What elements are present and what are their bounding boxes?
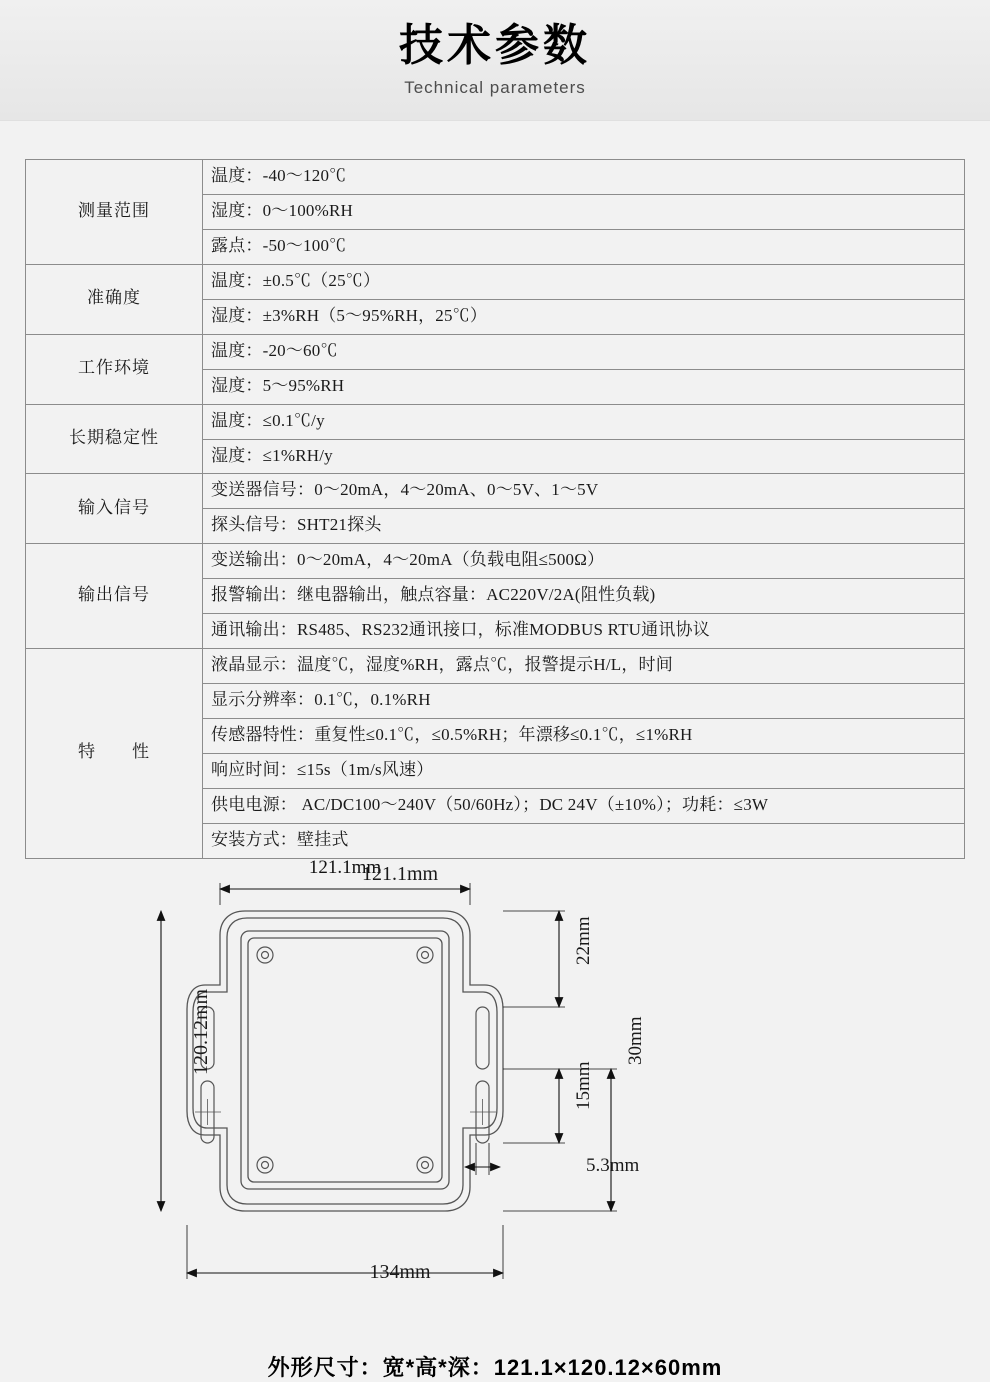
table-row [26,264,965,299]
dim-right-22-label: 22mm [573,916,594,965]
spec-value: 通讯输出：RS485、RS232通讯接口，标准MODBUS RTU通讯协议 [203,614,965,649]
spec-value: 温度：±0.5℃（25℃） [203,264,965,299]
spec-table-wrapper [25,159,965,859]
spec-label: 长期稳定性 [26,404,203,474]
spec-label: 输出信号 [26,544,203,649]
table-row [26,649,965,684]
spec-value: 传感器特性：重复性≤0.1℃，≤0.5%RH；年漂移≤0.1℃，≤1%RH [203,719,965,754]
table-row [26,404,965,439]
spec-label: 特 性 [26,649,203,859]
overall-size-note: 外形尺寸：宽*高*深：121.1×120.12×60mm [267,1354,723,1380]
spec-value: 探头信号：SHT21探头 [203,509,965,544]
dim-slot-width-label: 5.3mm [586,1154,640,1176]
spec-value: 响应时间：≤15s（1m/s风速） [203,753,965,788]
witness-lines [187,883,617,1279]
spec-label: 工作环境 [26,334,203,404]
table-row [26,334,965,369]
spec-value: 液晶显示：温度℃，湿度%RH，露点℃，报警提示H/L，时间 [203,649,965,684]
spec-value: 变送输出：0～20mA，4～20mA（负载电阻≤500Ω） [203,544,965,579]
spec-value: 温度：-40～120℃ [203,160,965,195]
spec-value: 安装方式：壁挂式 [203,823,965,858]
spec-label: 测量范围 [26,160,203,265]
spec-value: 温度：≤0.1℃/y [203,404,965,439]
table-row [26,160,965,195]
table-row [26,544,965,579]
dim-bottom-label: 134mm [369,1260,431,1283]
dim-right-15-label: 15mm [573,1061,594,1110]
spec-value: 露点：-50～100℃ [203,229,965,264]
spec-value: 变送器信号：0～20mA，4～20mA、0～5V、1～5V [203,474,965,509]
spec-value: 供电电源： AC/DC100～240V（50/60Hz）；DC 24V（±10%）；功耗：≤3W [203,788,965,823]
dimension-lines [161,889,611,1273]
centre-marks [195,1099,496,1125]
spec-label: 准确度 [26,264,203,334]
spec-value: 湿度：0～100%RH [203,194,965,229]
table-row [26,474,965,509]
dimension-drawing [0,856,990,1345]
spec-value: 湿度：±3%RH（5～95%RH，25℃） [203,299,965,334]
spec-value: 温度：-20～60℃ [203,334,965,369]
dim-right-30-label: 30mm [625,1016,646,1065]
spec-value: 湿度：≤1%RH/y [203,439,965,474]
spec-value: 报警输出：继电器输出，触点容量：AC220V/2A(阻性负载) [203,579,965,614]
mounting-slots [201,1007,489,1143]
page-header [0,0,990,121]
spec-value: 湿度：5～95%RH [203,369,965,404]
spec-table [25,159,965,859]
spec-label: 输入信号 [26,474,203,544]
enclosure-outline [187,911,503,1211]
spec-value: 显示分辨率：0.1℃，0.1%RH [203,684,965,719]
page-title: 技术参数 [399,20,591,70]
dim-top-label: 121.1mm [361,862,439,885]
page-subtitle: Technical parameters [404,78,586,98]
dim-left-label: 120.12mm [190,988,212,1075]
dim-top-label: 121.1mm [308,856,382,878]
corner-screws [257,947,433,1173]
enclosure-drawing-svg [145,856,845,1340]
